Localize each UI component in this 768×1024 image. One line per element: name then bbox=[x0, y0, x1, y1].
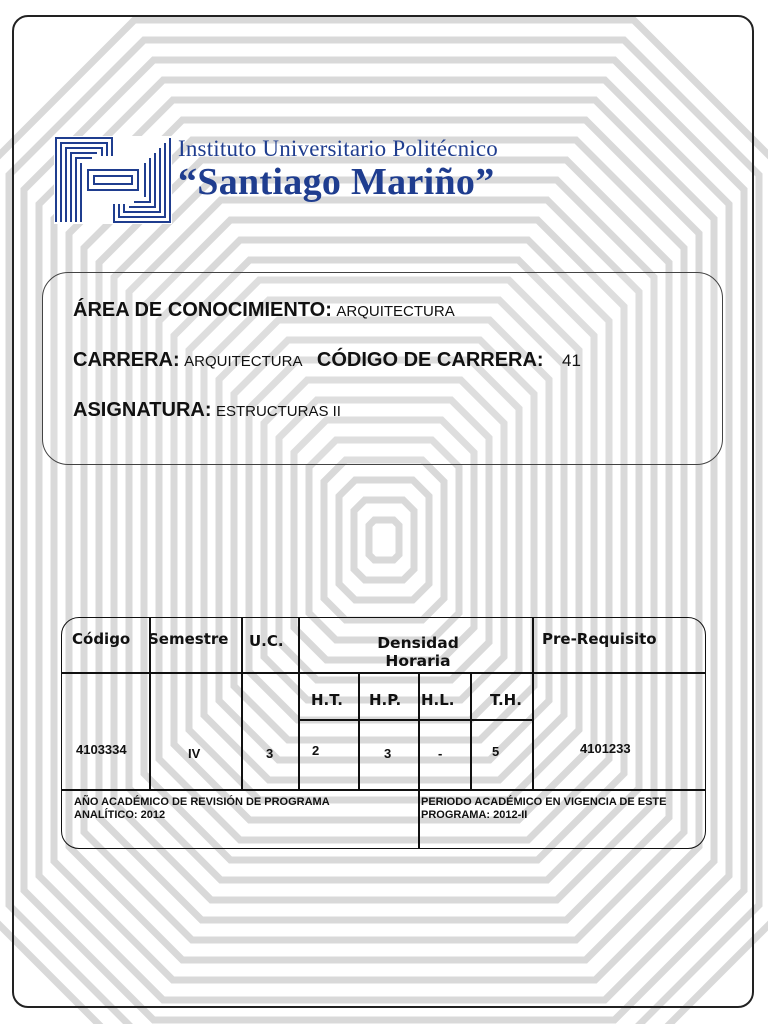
cell-th: 5 bbox=[492, 744, 500, 759]
footer-revision-year: AÑO ACADÉMICO DE REVISIÓN DE PROGRAMA ANALÍTICO: 2012 bbox=[74, 796, 330, 821]
header-hl: H.L. bbox=[421, 691, 455, 709]
header-uc: U.C. bbox=[249, 632, 284, 650]
asignatura-line bbox=[73, 399, 341, 422]
table-line bbox=[241, 618, 243, 789]
cell-hl: - bbox=[438, 746, 443, 761]
codigo-carrera-label: CÓDIGO DE CARRERA: bbox=[316, 349, 544, 371]
asignatura-label: ASIGNATURA: bbox=[73, 399, 212, 421]
area-label: ÁREA DE CONOCIMIENTO: bbox=[73, 299, 332, 321]
cell-uc: 3 bbox=[266, 746, 274, 761]
institution-name-line2: “Santiago Mariño” bbox=[178, 161, 495, 203]
info-box bbox=[42, 272, 723, 465]
carrera-label: CARRERA: bbox=[73, 349, 180, 371]
table-line bbox=[470, 672, 472, 789]
cell-ht: 2 bbox=[312, 743, 320, 758]
header-codigo: Código bbox=[72, 630, 131, 648]
institution-logo bbox=[54, 136, 172, 224]
header-prerequisito: Pre-Requisito bbox=[542, 630, 657, 648]
table-line bbox=[418, 672, 420, 789]
subject-table bbox=[61, 617, 706, 849]
area-line bbox=[73, 299, 455, 322]
table-line bbox=[358, 672, 360, 789]
table-line bbox=[298, 618, 300, 789]
footer-vigencia-period: PERIODO ACADÉMICO EN VIGENCIA DE ESTE PROGRAMA: 2012-II bbox=[421, 796, 667, 821]
cell-semestre: IV bbox=[188, 746, 201, 761]
header-ht: H.T. bbox=[311, 691, 343, 709]
carrera-line bbox=[73, 349, 581, 372]
cell-codigo: 4103334 bbox=[76, 742, 127, 757]
header-th: T.H. bbox=[490, 691, 522, 709]
header-hp: H.P. bbox=[369, 691, 402, 709]
table-line bbox=[62, 789, 705, 791]
codigo-carrera-value: 41 bbox=[562, 351, 581, 370]
asignatura-value: ESTRUCTURAS II bbox=[215, 403, 341, 420]
table-line bbox=[418, 789, 420, 848]
header-semestre: Semestre bbox=[148, 630, 229, 648]
table-line bbox=[532, 618, 534, 789]
cell-prerequisito: 4101233 bbox=[580, 741, 631, 756]
carrera-value: ARQUITECTURA bbox=[184, 353, 303, 370]
institution-name-line1: Instituto Universitario Politécnico bbox=[178, 136, 499, 161]
table-line bbox=[62, 672, 705, 674]
header-densidad-horaria: Densidad Horaria bbox=[377, 634, 459, 670]
area-value: ARQUITECTURA bbox=[336, 303, 455, 320]
cell-hp: 3 bbox=[384, 746, 392, 761]
table-line bbox=[298, 719, 533, 721]
